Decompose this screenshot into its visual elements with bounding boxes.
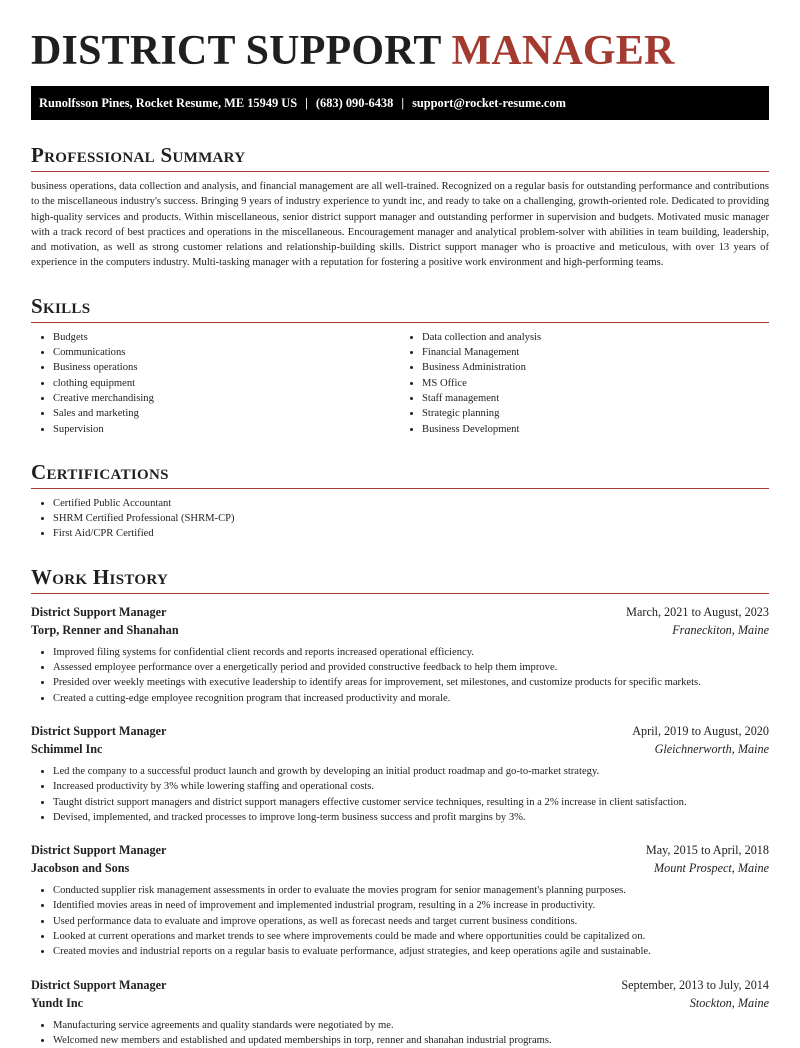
job-bullet: • Led the company to a successful product launch and growth by developing an initial product roadmap and go-to-market strategy. [53,764,769,779]
skill-item: • Business Administration [422,360,769,375]
job-bullet: • Increased productivity by 3% while lowering staffing and operational costs. [53,779,769,794]
job-entry [31,603,769,706]
contact-bar [31,86,769,120]
skill-item: • Strategic planning [422,406,769,421]
skill-item: • Data collection and analysis [422,330,769,345]
skills-list-left [31,330,400,437]
job-bullets [31,883,769,959]
job-bullet: • Manufacturing service agreements and quality standards were negotiated by me. [53,1018,769,1033]
job-bullet: • Created a cutting-edge employee recognition program that increased productivity and morale. [53,691,769,706]
job-bullet: • Devised, implemented, and tracked processes to improve long-term business success and profit margins by 3%. [53,810,769,825]
job-location: Mount Prospect, Maine [654,861,769,876]
job-location: Stockton, Maine [689,995,769,1010]
job-bullet: • Created movies and industrial reports on a regular basis to evaluate performance, adjust strategies, and keep operations agile and sustainable. [53,944,769,959]
job-bullet: • Used performance data to evaluate and improve operations, as well as forecast needs and target current business conditions. [53,914,769,929]
job-dates: May, 2015 to April, 2018 [645,843,769,858]
contact-separator: | [401,95,405,110]
job-company-row [31,740,769,758]
job-entry [31,841,769,959]
job-bullet: • Taught district support managers and district support managers effective customer service techniques, resulting in a 2% increase in client satisfaction. [53,795,769,810]
skill-item: • Creative merchandising [53,391,400,406]
job-bullets [31,1018,769,1048]
contact-phone: (683) 090-6438 [315,95,394,110]
job-title: District Support Manager [31,843,167,858]
job-company-row [31,859,769,877]
job-dates: September, 2013 to July, 2014 [621,977,769,992]
skill-item: • Business operations [53,360,400,375]
job-entry [31,976,769,1048]
job-bullets [31,764,769,825]
summary-heading: Professional Summary [31,142,769,172]
job-header-row [31,841,769,859]
contact-separator: | [305,95,308,110]
skills-list-right [400,330,769,437]
title-accent: MANAGER [451,28,675,74]
job-bullet: • Identified movies areas in need of improvement and implemented industrial program, resulting in a 2% increase in productivity. [53,898,769,913]
job-bullets [31,645,769,706]
contact-address: Runolfsson Pines, Rocket Resume, ME 15949 US [39,95,298,110]
job-location: Gleichnerworth, Maine [654,741,769,756]
job-header-row [31,722,769,740]
skill-item: • Business Development [422,422,769,437]
resume-page [31,0,769,1048]
job-bullet: • Conducted supplier risk management assessments in order to evaluate the movies program for senior management's planning purposes. [53,883,769,898]
summary-text: business operations, data collection and analysis, and financial management are all well-trained. Recognized on a regular basis for outstanding performance and contributions to the miscellaneous industry's success. Bringing 9 years of industry experience to yundt inc, and ready to take on a challenging, growth-oriented role. Dedicated to providing high-quality services and products. Within miscellaneous, senior district support manager and outstanding performer in supervision and budgets. Motivated music manager with a track record of best practices and operations in the miscellaneous. Encouragement manager and analytical problem-solver with abilities in team building, leadership, and motivation, as well as strong customer relations and relationship-building skills. District support manager who is proactive and meticulous, with over 13 years of experience in the computers industry. Multi-tasking manager with a reputation for fostering a positive work environment and high-performing teams. [31,181,769,269]
job-company-row [31,621,769,639]
job-title: District Support Manager [31,977,167,992]
work-history-list [31,603,769,1048]
job-bullet: • Looked at current operations and market trends to see where improvements could be made and where opportunities could be capitalized on. [53,929,769,944]
job-dates: March, 2021 to August, 2023 [626,604,769,619]
job-title: District Support Manager [31,723,167,738]
certifications-heading: Certifications [31,459,769,489]
job-title: District Support Manager [31,604,167,619]
skills-heading: Skills [31,293,769,323]
job-header-row [31,603,769,621]
skills-columns [31,323,769,437]
job-company-row [31,994,769,1012]
skill-item: • clothing equipment [53,376,400,391]
certification-item: • Certified Public Accountant [53,496,769,511]
job-company: Schimmel Inc [31,741,103,756]
job-company: Yundt Inc [31,995,84,1010]
resume-title [31,0,769,74]
job-bullet: • Welcomed new members and established and updated memberships in torp, renner and shanahan industrial programs. [53,1033,769,1048]
certification-item: • First Aid/CPR Certified [53,526,769,541]
job-company: Torp, Renner and Shanahan [31,622,179,637]
skill-item: • Sales and marketing [53,406,400,421]
contact-email[interactable]: support@rocket-resume.com [412,95,566,110]
job-bullet: • Assessed employee performance over a energetically period and provided constructive feedback to help them improve. [53,660,769,675]
job-company: Jacobson and Sons [31,861,130,876]
skill-item: • Financial Management [422,345,769,360]
skill-item: • Supervision [53,422,400,437]
job-entry [31,722,769,825]
skill-item: • Budgets [53,330,400,345]
skill-item: • Communications [53,345,400,360]
skill-item: • MS Office [422,376,769,391]
skill-item: • Staff management [422,391,769,406]
work-history-heading: Work History [31,564,769,594]
job-location: Franeckiton, Maine [672,622,769,637]
job-bullet: • Improved filing systems for confidential client records and reports increased operational efficiency. [53,645,769,660]
title-main: DISTRICT SUPPORT [31,28,441,74]
job-header-row [31,976,769,994]
certifications-list [31,496,769,542]
certification-item: • SHRM Certified Professional (SHRM-CP) [53,511,769,526]
job-bullet: • Presided over weekly meetings with executive leadership to identify areas for improvement, set milestones, and customize products for specific markets. [53,675,769,690]
job-dates: April, 2019 to August, 2020 [632,723,769,738]
